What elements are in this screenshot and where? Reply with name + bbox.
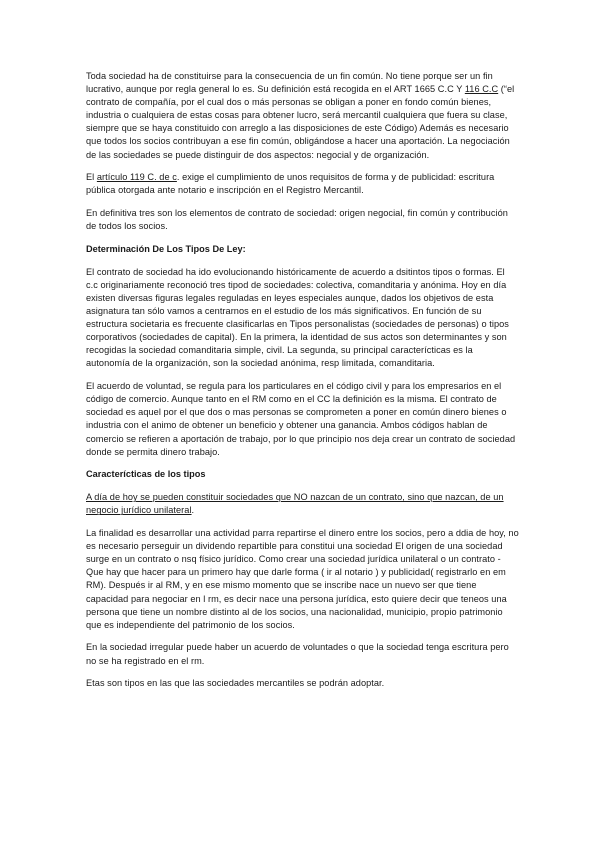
section-heading-caracteristicas: Caracterícticas de los tipos [86, 469, 206, 480]
article-119-link[interactable]: artículo 119 C. de c [96, 172, 177, 183]
paragraph-text: (“el contrato de compañía, por el cual dos o más personas se obligan a poner en fondo común bienes, industria o cualquiera de estas cosas para obtener lucro, será mercantil cualquiera que fuera su clase, siempre que se haya constituido con arreglo a las disposiciones de este Código) Además es necesario que todos los socios contribuyan a ese fin común, obligándose a hacer una aportación. La negociación de las sociedades se puede distinguir de dos aspectos: negocial y de organización. [86, 84, 515, 160]
paragraph-definition [86, 70, 519, 162]
underlined-statement: A día de hoy se pueden constituir sociedades que NO nazcan de un contrato, sino que nazcan, de un negocio jurídico unilateral [86, 492, 504, 516]
paragraph-text: . exige el cumplimiento de unos requisitos de forma y de publicidad: escritura pública otorgada ante notario e inscripción en el Registro Mercantil. [86, 172, 495, 196]
paragraph-text: Toda sociedad ha de constituirse para la consecuencia de un fin común. No tiene porque ser un fin lucrativo, aunque por regla general lo es. Su definición está recogida en el ART 1665 C.C Y [86, 71, 493, 95]
paragraph-elements: En definitiva tres son los elementos de contrato de sociedad: origen negocial, fin común y contribución de todos los socios. [86, 208, 508, 232]
article-116-link[interactable]: 116 C.C [464, 84, 499, 95]
paragraph-unilateral [86, 491, 519, 517]
paragraph-text: El [86, 172, 97, 183]
paragraph-purpose: La finalidad es desarrollar una actividad parra repartirse el dinero entre los socios, pero a ddia de hoy, no es necesario perseguir un dividendo repartible para constitui una sociedad El origen de una sociedad surge en un contrato o nsq físico jurídico. Como crear una sociedad jurídica unilateral o un contrato - Que hay que hacer para un primero hay que darle forma ( ir al notario ) y publicidad( registrarlo en em RM). Después ir al RM, y en ese mismo momento que se inscribe nace un nuevo ser que tiene capacidad para negociar en l rm, es decir nace una persona jurídica, esto quiere decir que teneos una persona que tiene un nombre distinto al de los socios, una nacionalidad, municipio, propio patrimonio que es independiente del patrimonio de los socios. [86, 528, 519, 630]
paragraph-evolution: El contrato de sociedad ha ido evolucionando históricamente de acuerdo a dsitintos tipos o formas. El c.c originariamente reconoció tres tipod de sociedades: colectiva, comanditaria y anónima. Hoy en día existen diversas figuras legales reguladas en leyes especiales aunque, dados los objetivos de esta asignatura tan sólo vamos a centrarnos en el estudio de los más significativos. En función de su estructura societaria es frecuente clasificarlas en Tipos personalistas (sociedades de personas) o tipos corporativos (sociedades de capital). En la primera, la identidad de sus actos son determinantes y son recogidas la sociedad comanditaria simple, civil. La segunda, su principal caracterícticas es la autonomía de la organización, son la sociedad anónima, resp limitada, comanditaria. [86, 266, 509, 369]
section-heading-tipos-ley: Determinación De Los Tipos De Ley: [86, 243, 246, 254]
paragraph-requirements [86, 171, 519, 197]
paragraph-irregular: En la sociedad irregular puede haber un acuerdo de voluntades o que la sociedad tenga escritura pero no se ha registrado en el rm. [86, 642, 509, 666]
paragraph-text: . [191, 505, 195, 516]
paragraph-closing: Etas son tipos en las que las sociedades mercantiles se podrán adoptar. [86, 678, 385, 689]
paragraph-agreement: El acuerdo de voluntad, se regula para los particulares en el código civil y para los empresarios en el código de comercio. Aunque tanto en el RM como en el CC la definición es la misma. El contrato de sociedad es aquel por el que dos o mas personas se comprometen a poner en común dinero bienes o industria con el animo de obtener un beneficio y obtener una ganancia. Ambos códigos hablan de comercio se refieren a aportación de trabajo, por lo que principio nos deja crear un contrato de sociedad donde se permita dinero trabajo. [86, 381, 516, 457]
